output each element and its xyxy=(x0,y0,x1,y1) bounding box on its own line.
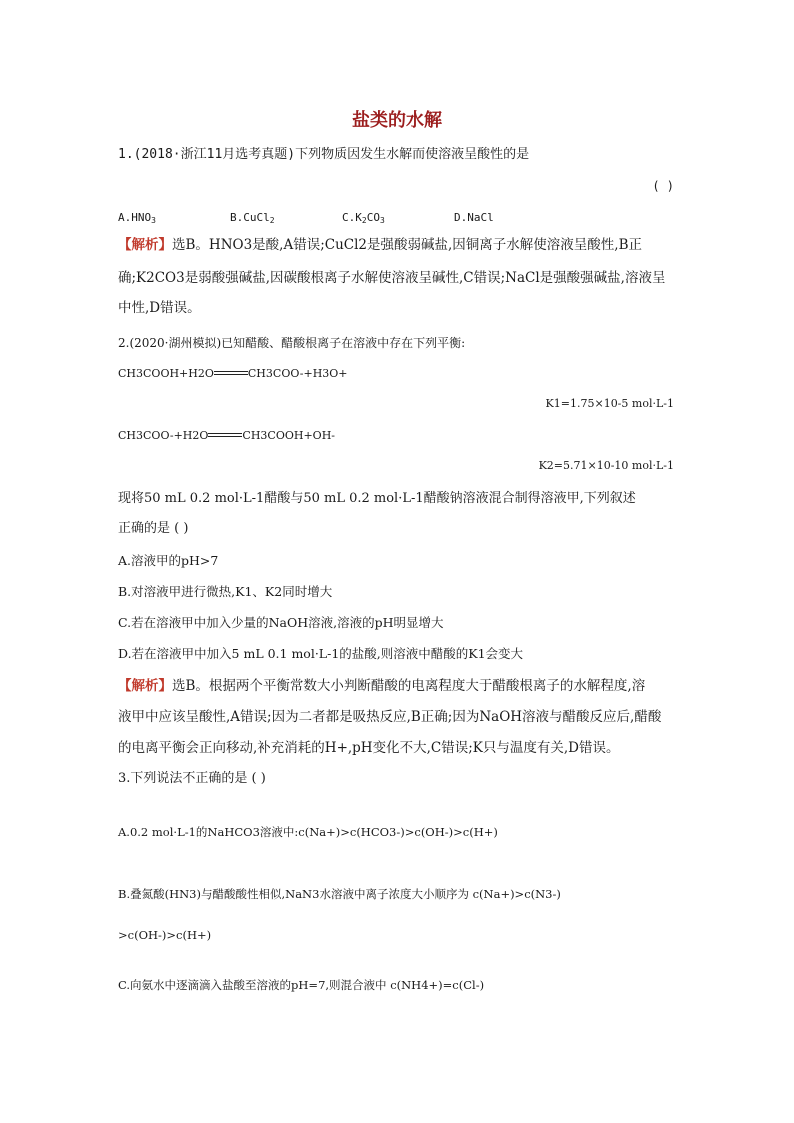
q2-analysis-line-3: 的电离平衡会正向移动,补充消耗的H+,pH变化不大,C错误;K只与温度有关,D错误。 xyxy=(118,740,620,756)
q2-k1: K1=1.75×10-5 mol·L-1 xyxy=(545,397,674,410)
q1-options xyxy=(118,209,566,230)
q3-option-b-line-2: >c(OH-)>c(H+) xyxy=(118,928,212,942)
q2-option-a: A.溶液甲的pH>7 xyxy=(118,553,219,568)
q1-option-b: B.CuCl$_2$ xyxy=(230,211,275,225)
q2-equilibrium-1: CH3COOH+H2O CH3COO-+H3O+ xyxy=(118,367,348,380)
q2-body-1: 现将50 mL 0.2 mol·L-1醋酸与50 mL 0.2 mol·L-1醋酸钠溶液混合制得溶液甲,下列叙述 xyxy=(118,491,636,506)
q2-analysis-line-1: 【解析】选B。根据两个平衡常数大小判断醋酸的电离程度大于醋酸根离子的水解程度,溶 xyxy=(118,678,646,694)
q2-body-2: 正确的是 ( ) xyxy=(118,521,189,536)
q1-analysis-line-1: 【解析】选B。HNO3是酸,A错误;CuCl2是强酸弱碱盐,因铜离子水解使溶液呈酸性,B正 xyxy=(118,237,643,253)
q2-k2: K2=5.71×10-10 mol·L-1 xyxy=(538,459,674,472)
equilibrium-arrow-icon xyxy=(214,369,248,379)
q1-analysis-line-2: 确;K2CO3是弱酸强碱盐,因碳酸根离子水解使溶液呈碱性,C错误;NaCl是强酸强碱盐,溶液呈 xyxy=(118,270,666,286)
q2-equilibrium-2: CH3COO-+H2O CH3COOH+OH- xyxy=(118,429,336,442)
q3-option-b-line-1: B.叠氮酸(HN3)与醋酸酸性相似,NaN3水溶液中离子浓度大小顺序为 c(Na+)>c(N3-) xyxy=(118,887,561,901)
q2-option-b: B.对溶液甲进行微热,K1、K2同时增大 xyxy=(118,584,333,599)
q1-option-a: $A.HNO_3$ xyxy=(118,211,156,225)
q1-option-c: $C.K_2CO_3$ xyxy=(342,211,385,225)
q2-stem: 2.(2020·湖州模拟)已知醋酸、醋酸根离子在溶液中存在下列平衡: xyxy=(118,336,466,350)
q2-option-d: D.若在溶液甲中加入5 mL 0.1 mol·L-1的盐酸,则溶液中醋酸的K1会变大 xyxy=(118,646,524,661)
q3-stem: 3.下列说法不正确的是 ( ) xyxy=(118,771,266,786)
q1-option-d: D.NaCl xyxy=(454,211,494,224)
q2-analysis-line-2: 液甲中应该呈酸性,A错误;因为二者都是吸热反应,B正确;因为NaOH溶液与醋酸反应后,醋酸 xyxy=(118,709,662,725)
q1-analysis-line-3: 中性,D错误。 xyxy=(118,300,201,316)
q1-analysis-tag: 【解析】 xyxy=(118,237,172,253)
q1-answer-paren: ( ) xyxy=(652,179,674,193)
equilibrium-arrow-icon xyxy=(208,431,242,441)
page-title: 盐类的水解 xyxy=(352,110,442,131)
q1-stem: 1.(2018·浙江11月选考真题)下列物质因发生水解而使溶液呈酸性的是 xyxy=(118,147,530,162)
q2-option-c: C.若在溶液甲中加入少量的NaOH溶液,溶液的pH明显增大 xyxy=(118,615,444,630)
q3-option-c: C.向氨水中逐滴滴入盐酸至溶液的pH=7,则混合液中 c(NH4+)=c(Cl-) xyxy=(118,978,485,992)
q2-analysis-tag: 【解析】 xyxy=(118,678,172,694)
q3-option-a: A.0.2 mol·L-1的NaHCO3溶液中:c(Na+)>c(HCO3-)>c(OH-)>c(H+) xyxy=(118,825,498,839)
